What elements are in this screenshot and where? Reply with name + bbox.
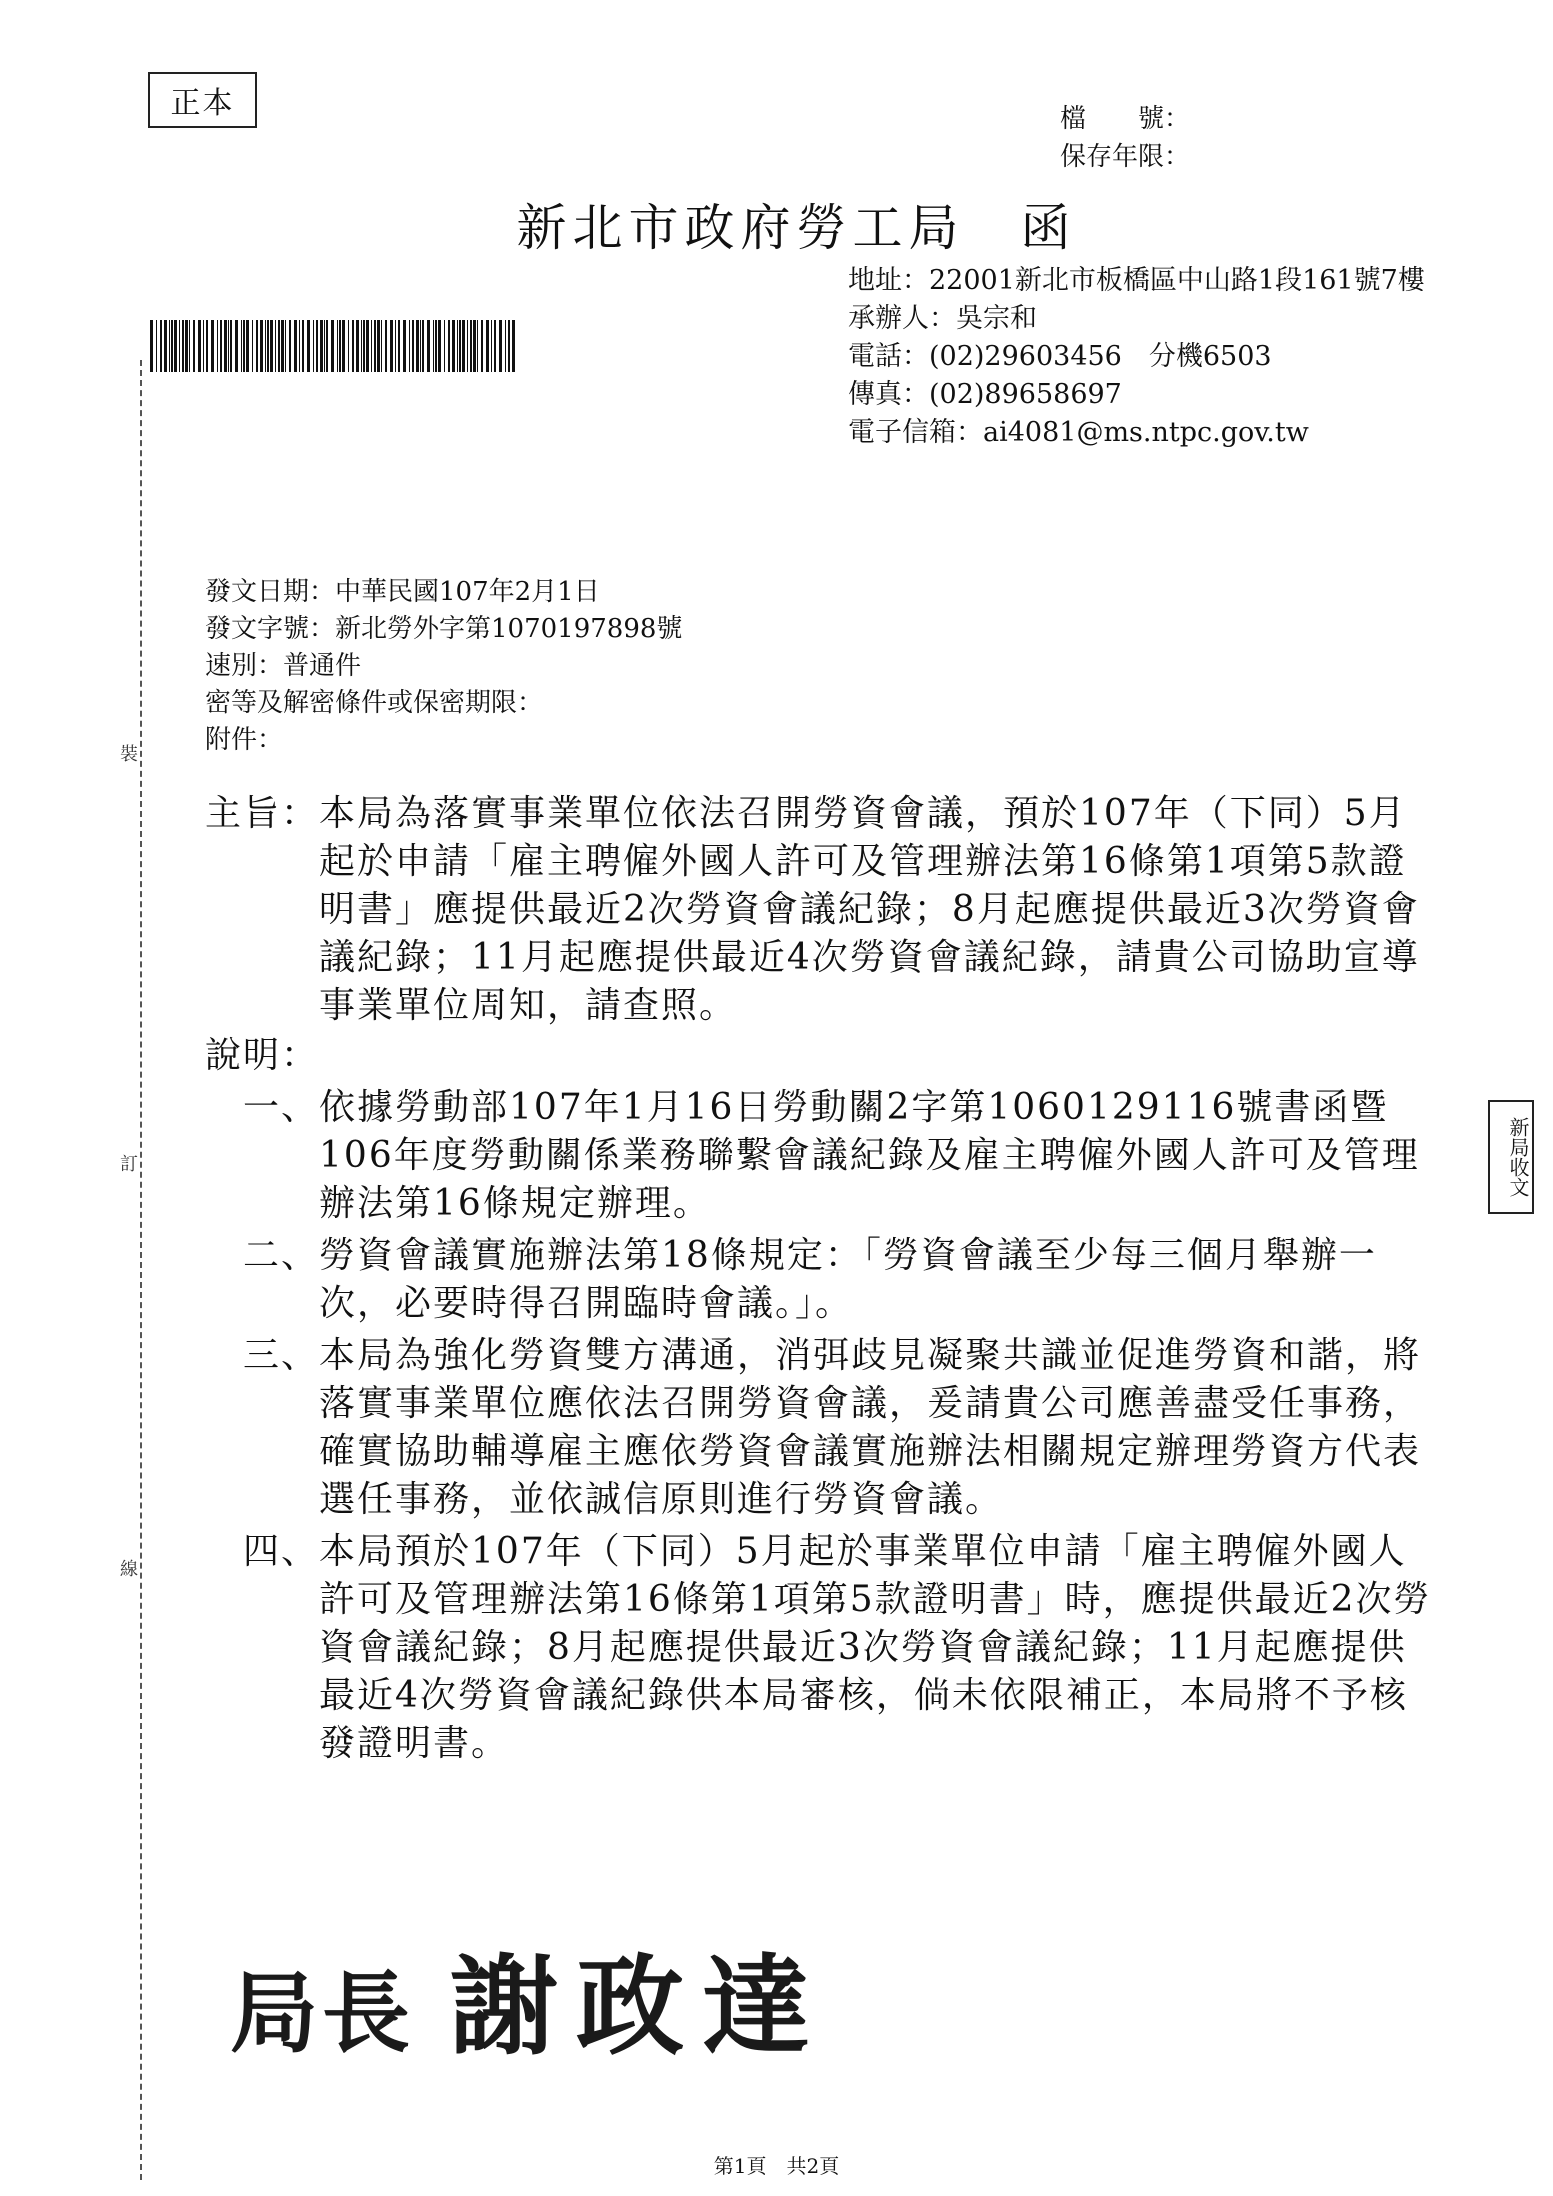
- barcode-bar: [448, 320, 450, 372]
- barcode-bar: [342, 320, 345, 372]
- barcode-bar: [438, 320, 441, 372]
- receipt-side-stamp: 新局收文: [1488, 1100, 1534, 1214]
- barcode-bar: [193, 320, 195, 372]
- barcode-bar: [243, 320, 245, 372]
- barcode-bar: [459, 320, 461, 372]
- explanation-item: [243, 1332, 1435, 1524]
- file-number: 檔 號：: [1060, 104, 1191, 134]
- barcode-bar: [156, 320, 157, 372]
- barcode-bar: [467, 320, 468, 372]
- secrecy-level: 密等及解密條件或保密期限：: [205, 688, 544, 718]
- item-text: 勞資會議實施辦法第18條規定：「勞資會議至少每三個月舉辦一次，必要時得召開臨時會議。」。: [319, 1235, 1377, 1324]
- contact-block: [848, 262, 1425, 452]
- barcode-bar: [457, 320, 458, 372]
- barcode-bar: [320, 320, 323, 372]
- barcode-bar: [252, 320, 253, 372]
- page-footer: 第1頁 共2頁: [713, 2154, 840, 2178]
- binding-mark-ding: 訂: [120, 1154, 138, 1175]
- barcode-bar: [326, 320, 328, 372]
- file-info: [1060, 100, 1190, 176]
- barcode-bar: [491, 320, 492, 372]
- barcode-bar: [470, 320, 472, 372]
- explanation-item: [243, 1232, 1435, 1328]
- barcode-bar: [361, 320, 362, 372]
- fax: 傳真：(02)89658697: [848, 379, 1122, 410]
- barcode-bar: [246, 320, 249, 372]
- barcode-bar: [275, 320, 276, 372]
- barcode-bar: [420, 320, 421, 372]
- barcode-bar: [189, 320, 190, 372]
- speed-class: 速別：普通件: [205, 651, 362, 681]
- barcode-bar: [235, 320, 238, 372]
- barcode-bar: [324, 320, 325, 372]
- barcode-bar: [164, 320, 167, 372]
- barcode-bar: [278, 320, 280, 372]
- barcode-bar: [352, 320, 354, 372]
- barcode-bar: [374, 320, 376, 372]
- explanation-item: [243, 1528, 1435, 1768]
- item-text: 依據勞動部107年1月16日勞動關2字第1060129116號書函暨106年度勞動關係業務聯繫會議紀錄及雇主聘僱外國人許可及管理辦法第16條規定辦理。: [319, 1087, 1420, 1224]
- barcode-bar: [486, 320, 489, 372]
- barcode-bar: [270, 320, 273, 372]
- barcode-bar: [452, 320, 455, 372]
- barcode-bar: [171, 320, 173, 372]
- barcode-bar: [371, 320, 372, 372]
- barcode-bar: [179, 320, 180, 372]
- barcode-bar: [363, 320, 365, 372]
- barcode-bar: [230, 320, 232, 372]
- barcode-bar: [505, 320, 506, 372]
- barcode-bar: [473, 320, 476, 372]
- barcode-bar: [462, 320, 465, 372]
- barcode-bar: [390, 320, 393, 372]
- barcode-bar: [331, 320, 334, 372]
- document-title: 新北市政府勞工局 函: [516, 199, 1077, 257]
- barcode-bar: [508, 320, 510, 372]
- original-copy-stamp: 正本: [148, 72, 257, 128]
- barcode-bar: [444, 320, 445, 372]
- barcode-bar: [299, 320, 300, 372]
- barcode-bar: [435, 320, 437, 372]
- barcode-bar: [377, 320, 380, 372]
- barcode-bar: [169, 320, 170, 372]
- barcode-bar: [220, 320, 222, 372]
- item-number: 二、: [243, 1235, 320, 1276]
- address: 地址：22001新北市板橋區中山路1段161號7樓: [848, 265, 1425, 296]
- barcode-bar: [198, 320, 201, 372]
- barcode-bar: [316, 320, 318, 372]
- barcode-bar: [499, 320, 502, 372]
- barcode-bar: [160, 320, 162, 372]
- barcode: [150, 320, 515, 372]
- barcode-bar: [339, 320, 341, 372]
- barcode-bar: [203, 320, 204, 372]
- barcode-bar: [494, 320, 496, 372]
- barcode-bar: [150, 320, 153, 372]
- barcode-bar: [427, 320, 430, 372]
- barcode-bar: [433, 320, 434, 372]
- item-number: 一、: [243, 1087, 320, 1128]
- dispatch-number: 發文字號：新北勞外字第1070197898號: [205, 614, 683, 644]
- item-number: 四、: [243, 1531, 320, 1572]
- barcode-bar: [281, 320, 284, 372]
- barcode-bar: [409, 320, 410, 372]
- barcode-bar: [211, 320, 214, 372]
- barcode-bar: [348, 320, 349, 372]
- barcode-bar: [285, 320, 286, 372]
- handler: 承辦人：吳宗和: [848, 303, 1037, 334]
- barcode-bar: [289, 320, 291, 372]
- barcode-bar: [206, 320, 208, 372]
- barcode-bar: [294, 320, 297, 372]
- barcode-bar: [512, 320, 515, 372]
- subject-text: 本局為落實事業單位依法召開勞資會議，預於107年（下同）5月起於申請「雇主聘僱外國人許可及管理辦法第16條第1項第5款證明書」應提供最近2次勞資會議紀錄；8月起應提供最近3次勞資會議紀錄；11月起應提供最近4次勞資會議紀錄，請貴公司協助宣導事業單位周知，請查照。: [319, 793, 1420, 1026]
- barcode-bar: [228, 320, 229, 372]
- binding-mark-xian: 線: [120, 1559, 138, 1580]
- explanation-item: [243, 1084, 1435, 1228]
- barcode-bar: [398, 320, 400, 372]
- document-body: [205, 790, 1435, 1768]
- barcode-bar: [182, 320, 184, 372]
- item-number: 三、: [243, 1335, 320, 1376]
- barcode-bar: [337, 320, 338, 372]
- dispatch-meta: [205, 574, 682, 759]
- signature-title: 局長: [230, 1961, 415, 2065]
- barcode-bar: [356, 320, 359, 372]
- barcode-bar: [313, 320, 314, 372]
- barcode-bar: [302, 320, 304, 372]
- barcode-bar: [307, 320, 310, 372]
- explanation-label: 說明：: [205, 1035, 320, 1076]
- barcode-bar: [260, 320, 263, 372]
- barcode-bar: [174, 320, 177, 372]
- barcode-bar: [224, 320, 227, 372]
- email: 電子信箱：ai4081@ms.ntpc.gov.tw: [848, 417, 1309, 448]
- barcode-bar: [217, 320, 218, 372]
- barcode-bar: [366, 320, 369, 372]
- phone: 電話：(02)29603456 分機6503: [848, 341, 1272, 372]
- barcode-bar: [385, 320, 387, 372]
- barcode-bar: [185, 320, 188, 372]
- subject-label: 主旨：: [205, 793, 320, 834]
- binding-margin-line: [140, 360, 142, 2180]
- subject-section: [205, 790, 1435, 1030]
- attachment: 附件：: [205, 725, 284, 755]
- retention-period: 保存年限：: [1060, 142, 1191, 172]
- barcode-bar: [395, 320, 396, 372]
- barcode-bar: [416, 320, 419, 372]
- barcode-bar: [267, 320, 269, 372]
- barcode-bar: [481, 320, 483, 372]
- barcode-bar: [403, 320, 406, 372]
- barcode-bar: [265, 320, 266, 372]
- barcode-bar: [256, 320, 258, 372]
- dispatch-date: 發文日期：中華民國107年2月1日: [205, 577, 600, 607]
- binding-mark-zhuang: 裝: [120, 744, 138, 765]
- barcode-bar: [412, 320, 414, 372]
- barcode-bar: [477, 320, 478, 372]
- barcode-bar: [422, 320, 424, 372]
- item-text: 本局預於107年（下同）5月起於事業單位申請「雇主聘僱外國人許可及管理辦法第16條第1項第5款證明書」時，應提供最近2次勞資會議紀錄；8月起應提供最近3次勞資會議紀錄；11月起應提供最近4次勞資會議紀錄供本局審核，倘未依限補正，本局將不予核發證明書。: [319, 1531, 1432, 1764]
- signature-name: 謝政達: [450, 1944, 829, 2070]
- director-signature: [230, 1920, 828, 2075]
- barcode-bar: [241, 320, 242, 372]
- barcode-bar: [381, 320, 382, 372]
- item-text: 本局為強化勞資雙方溝通，消弭歧見凝聚共識並促進勞資和諧，將落實事業單位應依法召開勞資會議，爰請貴公司應善盡受任事務，確實協助輔導雇主應依勞資會議實施辦法相關規定辦理勞資方代表選任事務，並依誠信原則進行勞資會議。: [319, 1335, 1422, 1520]
